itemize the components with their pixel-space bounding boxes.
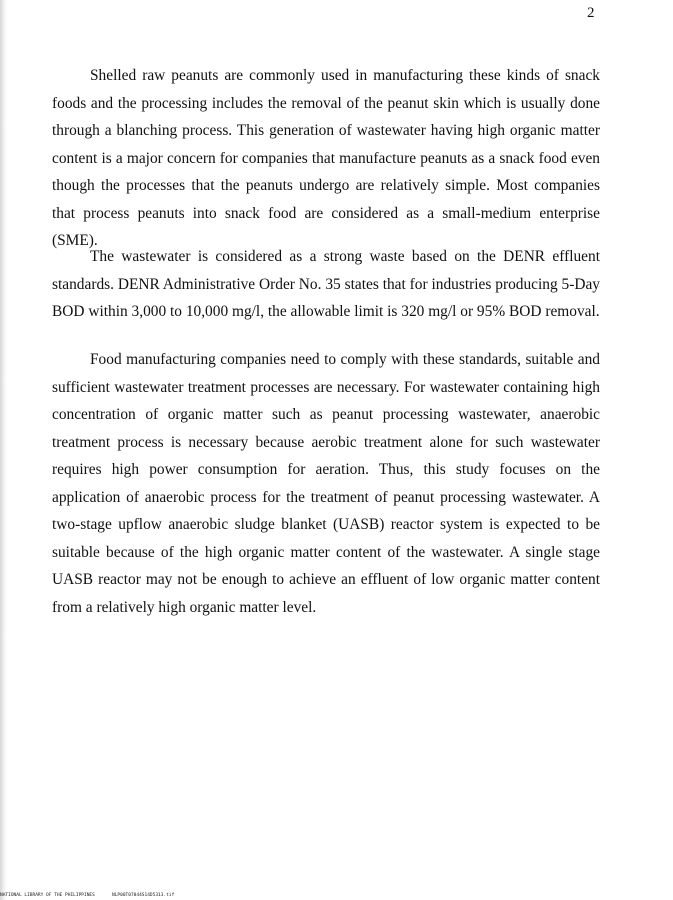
paragraph-2: The wastewater is considered as a strong waste based on the DENR effluent standards. DENR Administrative Order No. 35 states that for industries producing 5-Day BOD within 3,000 to 10,000 mg/l, the allowable limit is 320 mg/l or 95% BOD removal. [52, 248, 600, 320]
footer-file-code: NLP00T07044S14D5313.tif [112, 893, 175, 898]
scan-footer [0, 893, 175, 899]
footer-library-name: NATIONAL LIBRARY OF THE PHILIPPINES [0, 893, 95, 898]
scan-edge [0, 0, 7, 900]
paragraph-1: Shelled raw peanuts are commonly used in manufacturing these kinds of snack foods and the processing includes the removal of the peanut skin which is usually done through a blanching process. This generation of wastewater having high organic matter content is a major concern for companies that manufacture peanuts as a snack food even though the processes that the peanuts undergo are relatively simple. Most companies that process peanuts into snack food are considered as a small-medium enterprise (SME). [52, 67, 600, 249]
page-number: 2 [587, 5, 595, 21]
paragraph-3: Food manufacturing companies need to comply with these standards, suitable and sufficient wastewater treatment processes are necessary. For wastewater containing high concentration of organic matter such as peanut processing wastewater, anaerobic treatment process is necessary because aerobic treatment alone for such wastewater requires high power consumption for aeration. Thus, this study focuses on the application of anaerobic process for the treatment of peanut processing wastewater. A two-stage upflow anaerobic sludge blanket (UASB) reactor system is expected to be suitable because of the high organic matter content of the wastewater. A single stage UASB reactor may not be enough to achieve an effluent of low organic matter content from a relatively high organic matter level. [52, 351, 600, 616]
